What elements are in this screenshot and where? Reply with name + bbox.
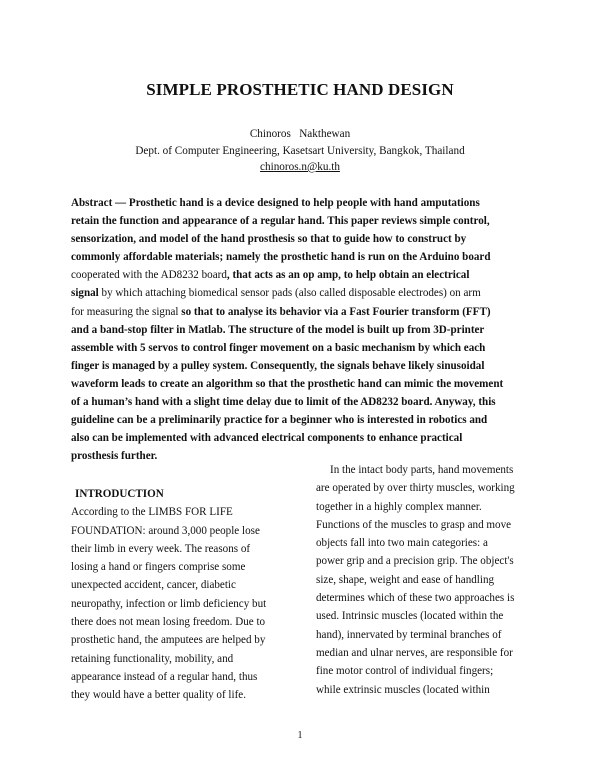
introduction-line: FOUNDATION: around 3,000 people lose: [71, 524, 260, 537]
author-affiliation: Dept. of Computer Engineering, Kasetsart University, Bangkok, Thailand: [135, 144, 465, 157]
abstract-text: assemble with 5 servos to control finger movement on a basic mechanism by which each: [71, 341, 486, 354]
right-column-line: [316, 461, 538, 479]
abstract-line: [71, 429, 537, 447]
right-column-line: [316, 498, 538, 516]
abstract-text: prosthesis further.: [71, 450, 158, 463]
right-column-text: are operated by over thirty muscles, working: [316, 482, 515, 495]
introduction-line: retaining functionality, mobility, and: [71, 652, 234, 665]
abstract-text: commonly affordable materials; namely the prosthetic hand is run on the Arduino board: [71, 251, 491, 264]
right-column-line: [316, 589, 538, 607]
right-column-text: power grip and a precision grip. The object's: [316, 555, 514, 568]
author-name: Chinoros Nakthewan: [249, 128, 351, 140]
page-number: 1: [297, 730, 303, 741]
abstract-text: guideline can be a preliminarily practice for a beginner who is interested in robotics and: [71, 414, 488, 427]
abstract: [71, 194, 537, 465]
abstract-text: waveform leads to create an algorithm so that the prosthetic hand can mimic the movement: [71, 377, 504, 390]
abstract-text: sensorization, and model of the hand prosthesis so that to guide how to construct by: [71, 233, 467, 246]
abstract-line: [71, 339, 537, 357]
right-column-text: hand), innervated by terminal branches of: [316, 628, 502, 641]
right-column-text: median and ulnar nerves, are responsible for: [316, 646, 513, 659]
abstract-text: also can be implemented with advanced electrical components to enhance practical: [71, 432, 463, 445]
right-column-line: [316, 662, 538, 680]
introduction-line: neuropathy, infection or limb deficiency but: [71, 597, 267, 610]
abstract-text: , that acts as an op amp, to help obtain an electrical: [226, 269, 470, 282]
author-email-link[interactable]: chinoros.n@ku.th: [260, 161, 340, 173]
introduction-heading: INTRODUCTION: [75, 488, 164, 500]
abstract-line: [71, 266, 537, 284]
right-column-text: used. Intrinsic muscles (located within the: [316, 610, 504, 623]
author-block: [0, 126, 600, 176]
right-column-text: determines which of these two approaches is: [316, 592, 515, 605]
right-column-line: [316, 681, 538, 699]
abstract-text: retain the function and appearance of a regular hand. This paper reviews simple control,: [71, 215, 490, 228]
introduction-line: appearance instead of a regular hand, thus: [71, 670, 258, 683]
introduction-line: According to the LIMBS FOR LIFE: [71, 506, 233, 519]
abstract-line: [71, 303, 537, 321]
abstract-line: [71, 194, 537, 212]
introduction-line: unexpected accident, cancer, diabetic: [71, 579, 236, 592]
right-column-text: In the intact body parts, hand movements: [330, 464, 514, 476]
abstract-text: by which attaching biomedical sensor pads (also called disposable electrodes) on arm: [98, 287, 481, 300]
right-column-line: [316, 644, 538, 662]
paper-title: SIMPLE PROSTHETIC HAND DESIGN: [146, 80, 454, 99]
abstract-text: so that to analyse its behavior via a Fast Fourier transform (FFT): [181, 305, 491, 318]
abstract-line: [71, 321, 537, 339]
abstract-line: [71, 393, 537, 411]
abstract-text: cooperated with the AD8232 board: [71, 269, 227, 282]
abstract-text: of a human’s hand with a slight time delay due to limit of the AD8232 board. Anyway, this: [71, 396, 496, 409]
right-column-text: while extrinsic muscles (located within: [316, 683, 490, 696]
right-column-line: [316, 516, 538, 534]
introduction-body: [71, 503, 276, 704]
abstract-text: Abstract — Prosthetic hand is a device designed to help people with hand amputations: [71, 197, 480, 209]
abstract-line: [71, 411, 537, 429]
right-column-line: [316, 571, 538, 589]
right-column-line: [316, 479, 538, 497]
abstract-text: signal: [71, 287, 99, 300]
abstract-text: and a band-stop filter in Matlab. The structure of the model is built up from 3D-printer: [71, 323, 485, 336]
right-column-line: [316, 626, 538, 644]
abstract-text: finger is managed by a pulley system. Consequently, the signals behave likely sinusoidal: [71, 359, 485, 372]
introduction-line: their limb in every week. The reasons of: [71, 542, 251, 555]
abstract-line: [71, 357, 537, 375]
right-column-text: Functions of the muscles to grasp and move: [316, 518, 512, 531]
right-column-line: [316, 607, 538, 625]
right-column-line: [316, 534, 538, 552]
abstract-line: [71, 248, 537, 266]
right-column-line: [316, 552, 538, 570]
right-column-text: together in a highly complex manner.: [316, 500, 482, 513]
introduction-line: losing a hand or fingers comprise some: [71, 561, 246, 574]
abstract-line: [71, 230, 537, 248]
introduction-line: prosthetic hand, the amputees are helped by: [71, 634, 266, 647]
introduction-line: there does not mean losing freedom. Due to: [71, 616, 266, 629]
abstract-line: [71, 284, 537, 302]
introduction-section: [71, 485, 276, 705]
abstract-line: [71, 375, 537, 393]
right-column-body: [316, 461, 538, 699]
abstract-line: [71, 212, 537, 230]
abstract-text: for measuring the signal: [71, 305, 182, 318]
introduction-line: they would have a better quality of life.: [71, 689, 246, 702]
right-column-text: objects fall into two main categories: a: [316, 537, 488, 550]
right-column-text: fine motor control of individual fingers;: [316, 665, 494, 678]
right-column-text: size, shape, weight and ease of handling: [316, 573, 495, 586]
